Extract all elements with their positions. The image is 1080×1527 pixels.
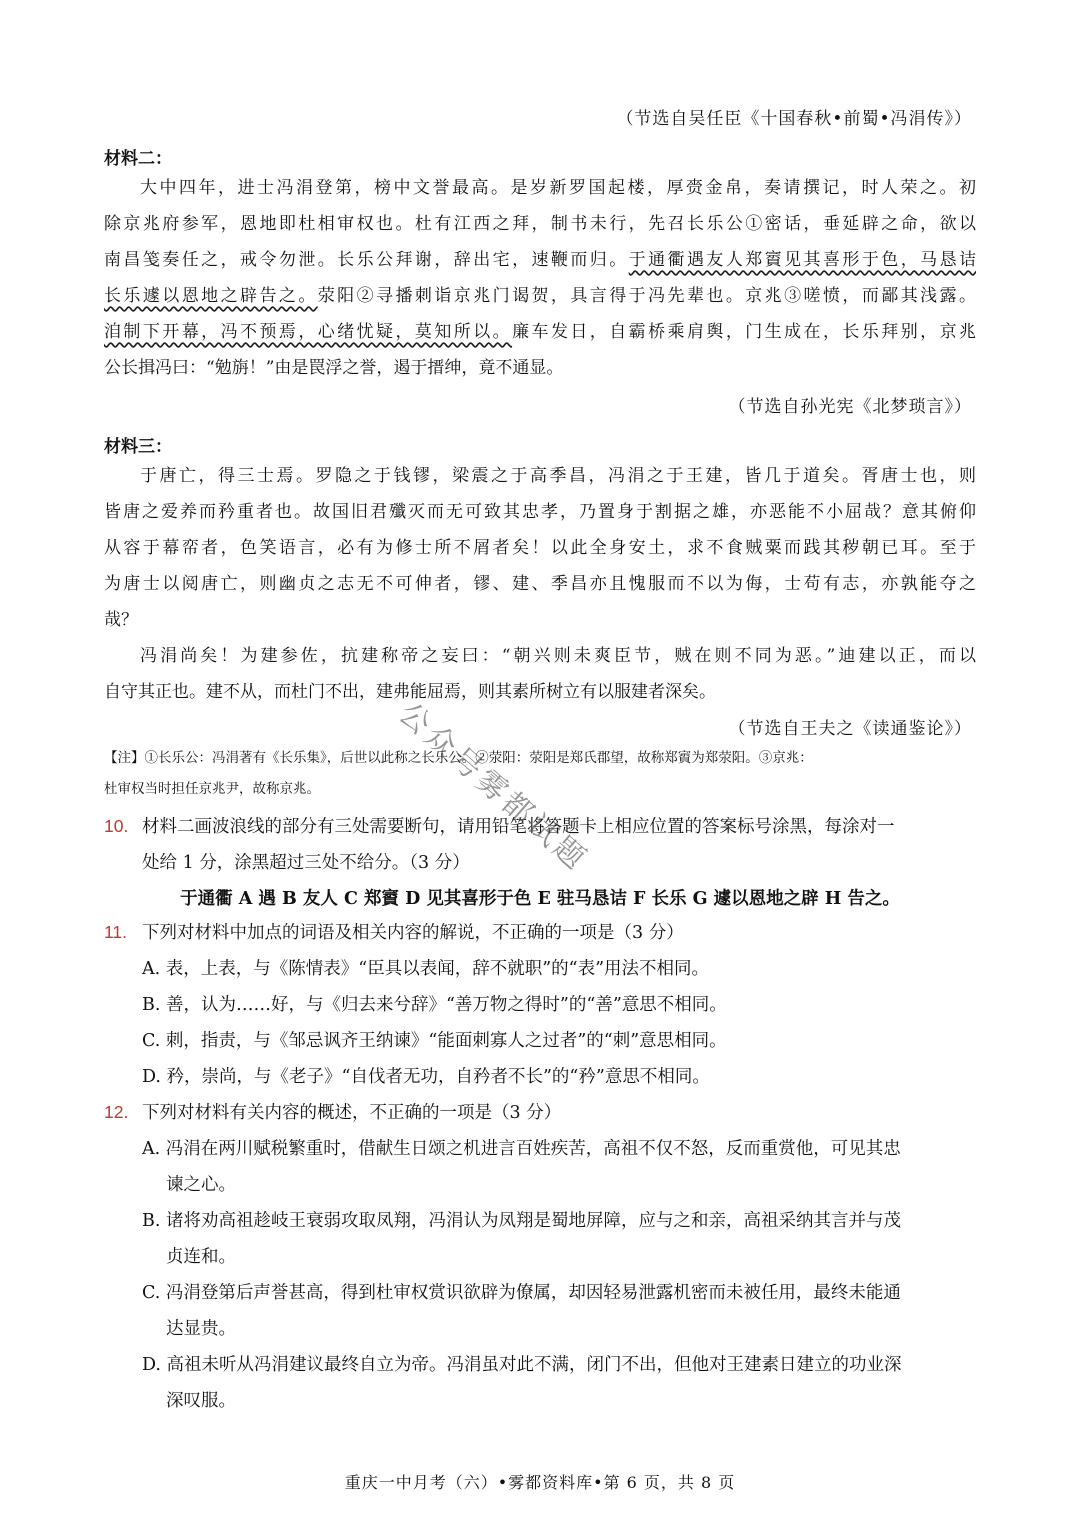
option-b: B. 善，认为……好，与《归去来兮辞》“善万物之得时”的“善”意思不相同。 [142,995,727,1015]
text-segment: 荥阳②寻播刺诣京兆门谒贺，具言得于冯先辈也。京兆③嗟愤，而鄙其浅露。 [317,286,976,306]
material-3-label: 材料三： [104,437,172,457]
text-line: 于唐亡，得三士焉。罗隐之于钱镠，梁震之于高季昌，冯涓之于王建，皆几于道矣。胥唐士也，则 [140,466,976,486]
text-line: 从容于幕帟者，色笑语言，必有为修士所不屑者矣！以此全身安土，求不食贼粟而践其秽朝已耳。至于 [104,538,976,558]
option-d: D. 高祖未听从冯涓建议最终自立为帝。冯涓虽对此不满，闭门不出，但他对王建素日建立的功业深 [142,1355,902,1375]
option-a: A. 冯涓在两川赋税繁重时，借献生日颂之机进言百姓疾苦，高祖不仅不怒，反而重赏他，可见其忠 [142,1139,901,1159]
question-number: 12. [104,1102,129,1122]
material-3-text [104,458,976,710]
question-text: 下列对材料中加点的词语及相关内容的解说，不正确的一项是（3 分） [142,923,684,943]
option-c-cont: 达显贵。 [166,1319,236,1339]
text-line: 大中四年，进士冯涓登第，榜中文誉最高。是岁新罗国起楼，厚赍金帛，奏请撰记，时人荣之。初 [140,178,976,198]
option-a: A. 表，上表，与《陈情表》“臣具以表闻，辞不就职”的“表”用法不相同。 [142,959,710,979]
wavy-underlined-text: 于通衢遇友人郑賨见其喜形于色，马恳诘 [628,250,977,270]
question-number: 11. [104,922,128,942]
option-c: C. 冯涓登第后声誉甚高，得到杜审权赏识欲辟为僚属，却因轻易泄露机密而未被任用，最终未能通 [142,1283,901,1303]
wavy-underlined-text: 洎制下开幕，冯不预焉，心绪忧疑，莫知所以。 [104,322,513,342]
material-2-label: 材料二： [104,149,172,169]
question-stem [104,914,976,951]
question-12 [104,1094,976,1419]
question-stem [104,1094,976,1131]
question-11 [104,914,976,1095]
text-line [104,314,976,350]
text-line: 哉？ [104,610,138,630]
footnote-line: 杜审权当时担任京兆尹，故称京兆。 [104,781,320,797]
option-c: C. 刺，指责，与《邹忌讽齐王纳谏》“能面刺寡人之过者”的“刺”意思相同。 [142,1031,727,1051]
question-text: 材料二画波浪线的部分有三处需要断句，请用铅笔将答题卡上相应位置的答案标号涂黑，每涂对一 [142,817,895,837]
text-segment: 廉车发日，自霸桥乘肩舆，门生成在，长乐拜别，京兆 [512,322,977,342]
text-line: 公长揖冯曰：“勉旃！”由是罠浮之誉，遏于搢绅，竟不通显。 [104,358,564,378]
text-line: 为唐士以阅唐亡，则幽贞之志无不可伸者，镠、建、季昌亦且愧服而不以为侮，士苟有志，亦孰能夺之 [104,574,976,594]
watermark: 公众号雾都试题 [392,696,594,878]
question-number: 10. [104,816,129,836]
question-text-cont: 处给 1 分，涂黑超过三处不给分。（3 分） [142,853,470,873]
footnote-line: 【注】①长乐公：冯涓著有《长乐集》，后世以此称之长乐公。②荥阳：荥阳是郑氏郡望，故称郑賨为郑荥阳。③京兆： [104,750,813,766]
text-line: 自守其正也。建不从，而杜门不出，建弗能屈焉，则其素所树立有以服建者深矣。 [104,682,716,702]
option-d: D. 矜，崇尚，与《老子》“自伐者无功，自矜者不长”的“矜”意思不相同。 [142,1067,710,1087]
option-a-cont: 谏之心。 [166,1175,236,1195]
option-b-cont: 贞连和。 [166,1247,236,1267]
wavy-underlined-text: 长乐遽以恩地之辟告之。 [104,286,318,306]
option-d-cont: 深叹服。 [166,1391,236,1411]
question-text: 下列对材料有关内容的概述，不正确的一项是（3 分） [142,1103,562,1123]
option-b: B. 诸将劝高祖趁岐王衰弱攻取凤翔，冯涓认为凤翔是蜀地屏障，应与之和亲，高祖采纳其言并与茂 [142,1211,901,1231]
text-line: 冯涓尚矣！为建参佐，抗建称帝之妄曰：“朝兴则未爽臣节，贼在则不同为恶。”迪建以正，而以 [140,646,976,666]
material-2-text [104,170,976,386]
text-line: 除京兆府参军，恩地即杜相审权也。杜有江西之拜，制书未行，先召长乐公①密话，垂延辟之命，欲以 [104,214,976,234]
text-line [104,278,976,314]
text-segment: 南昌笺奏任之，戒令勿泄。长乐公拜谢，辞出宅，速鞭而归。 [104,250,629,270]
text-line: 皆唐之爱养而矜重者也。故国旧君殲灭而无可致其忠孝，乃置身于割据之雄，亦恶能不小屈哉？意其俯仰 [104,502,976,522]
text-line [104,242,976,278]
source-material-2: （节选自孙光宪《北梦琐言》） [728,397,972,417]
punctuation-sentence: 于通衢 A 遇 B 友人 C 郑賨 D 见其喜形于色 E 驻马恳诘 F 长乐 G 遽以恩地之辟 H 告之。 [180,889,900,909]
page-footer: 重庆一中月考（六）•雾都资料库•第 6 页，共 8 页 [344,1473,736,1492]
source-material-1: （节选自吴任臣《十国春秋•前蜀•冯涓传》） [616,109,972,129]
source-material-3: （节选自王夫之《读通鉴论》） [728,719,972,739]
